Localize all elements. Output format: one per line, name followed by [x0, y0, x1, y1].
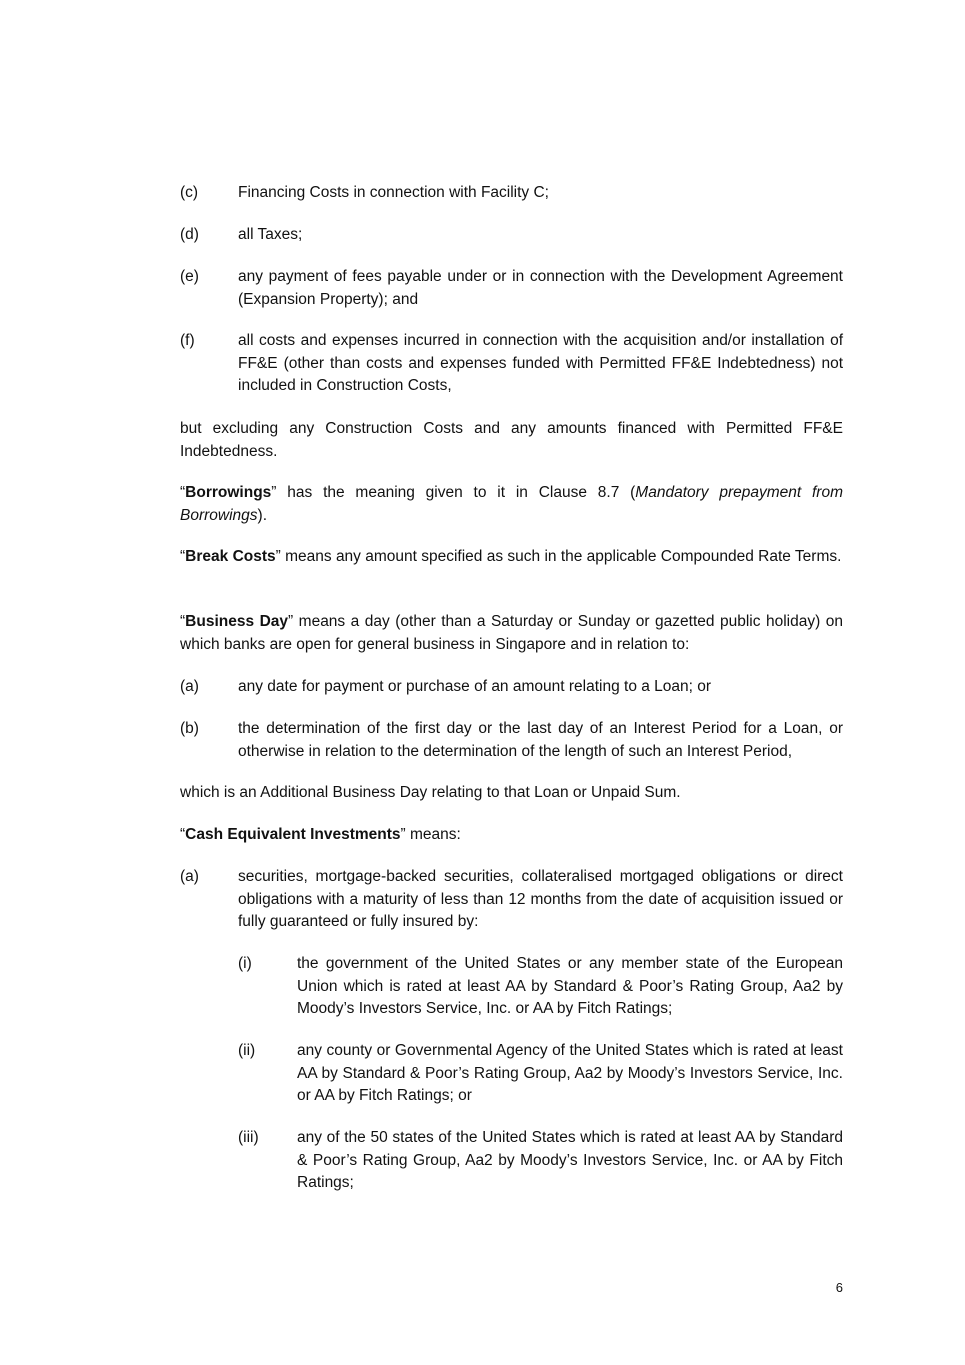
list-item-label: (e)	[180, 268, 199, 285]
clause-reference: Mandatory prepayment from Borrowings	[180, 484, 843, 524]
sub-list-item-label: (iii)	[238, 1129, 259, 1146]
definition-break-costs	[180, 546, 843, 569]
list-item-text: the determination of the first day or the last day of an Interest Period for a Loan, or otherwise in relation to the determination of the length of such an Interest Period,	[238, 720, 843, 760]
list-item-label: (c)	[180, 184, 199, 201]
defined-term: Cash Equivalent Investments	[185, 826, 401, 843]
list-item-text: all costs and expenses incurred in connection with the acquisition and/or installation of FF&E (other than costs and expenses funded with Permitted FF&E Indebtedness) not included in Construction Costs,	[238, 332, 843, 394]
list-item-text: Financing Costs in connection with Facility C;	[238, 184, 549, 201]
sub-list-item-label: (ii)	[238, 1042, 256, 1059]
sub-list-item-text: the government of the United States or any member state of the European Union which is rated at least AA by Standard & Poor’s Rating Group, Aa2 by Moody’s Investors Service, Inc. or AA by Fitch Ratings;	[297, 955, 843, 1017]
list-item-text: securities, mortgage-backed securities, collateralised mortgaged obligations or direct obligations with a maturity of less than 12 months from the date of acquisition issued or fully guaranteed or fully insured by:	[238, 868, 843, 930]
page-number: 6	[835, 1280, 843, 1295]
list-item-label: (b)	[180, 720, 199, 737]
open-quote: “	[180, 484, 186, 501]
definition-text: ” means any amount specified as such in the applicable Compounded Rate Terms.	[275, 548, 842, 565]
list-item-label: (a)	[180, 678, 199, 695]
list-item-text: all Taxes;	[238, 226, 303, 243]
definition-text: ” means:	[400, 826, 461, 843]
definition-business-day	[180, 611, 843, 656]
open-quote: “	[180, 613, 186, 630]
list-item-text: any date for payment or purchase of an amount relating to a Loan; or	[238, 678, 712, 695]
definition-text: ” has the meaning given to it in Clause 8.7 (	[271, 484, 636, 501]
list-item-label: (a)	[180, 868, 199, 885]
sub-list-item-label: (i)	[238, 955, 252, 972]
list-item-label: (d)	[180, 226, 199, 243]
defined-term: Borrowings	[185, 484, 272, 501]
definition-cash-equivalent	[180, 824, 843, 847]
defined-term: Break Costs	[185, 548, 276, 565]
defined-term: Business Day	[185, 613, 289, 630]
open-quote: “	[180, 826, 186, 843]
open-quote: “	[180, 548, 186, 565]
list-item-label: (f)	[180, 332, 195, 349]
sub-list-item-text: any of the 50 states of the United States which is rated at least AA by Standard & Poor’s Rating Group, Aa2 by Moody’s Investors Service, Inc. or AA by Fitch Ratings;	[297, 1129, 843, 1191]
business-day-closing: which is an Additional Business Day relating to that Loan or Unpaid Sum.	[180, 784, 681, 801]
sub-list-item-text: any county or Governmental Agency of the United States which is rated at least AA by Standard & Poor’s Rating Group, Aa2 by Moody’s Investors Service, Inc. or AA by Fitch Ratings; or	[297, 1042, 843, 1104]
definition-text-end: ).	[257, 506, 267, 524]
excluding-paragraph: but excluding any Construction Costs and any amounts financed with Permitted FF&E Indebtedness.	[180, 420, 843, 460]
definition-borrowings	[180, 482, 843, 527]
definition-text: ” means a day (other than a Saturday or Sunday or gazetted public holiday) on which banks are open for general business in Singapore and in relation to:	[180, 613, 843, 653]
list-item-text: any payment of fees payable under or in connection with the Development Agreement (Expansion Property); and	[238, 268, 843, 308]
